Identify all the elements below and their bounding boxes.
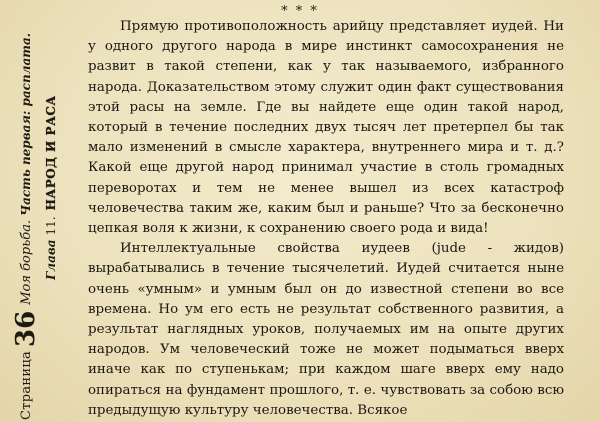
chapter-label: Глава [44,239,58,280]
page-label: Страница [18,350,34,420]
paragraph-2: Интеллектуальные свойства иудеев (jude - жидов) вырабатывались в течение тысячелетий. Иудей считается ныне очень «умным» и умным был он до известной степени во все времена. Но ум его есть не результат собственного развития, а результат наглядных уроков, получаемых им на опыте других народов. Ум человеческий тоже не может подыматься вверх иначе как по ступенькам; при каждом шаге вверх ему надо опираться на фундамент прошлого, т. е. чувствовать за собою всю предыдущую культуру человечества. Всякое [88,241,564,418]
book-title: Моя борьба. [18,219,34,305]
running-header-line-2 [42,95,60,280]
section-separator: * * * [281,4,319,19]
body-text [88,17,564,421]
running-header-line-1 [12,33,40,420]
chapter-number: 11. [44,216,58,236]
paragraph-1: Прямую противоположность арийцу представляет иудей. Ни у одного другого народа в мире инстинкт самосохранения не развит в такой степени, как у так называемого, избранного народа. Доказательством этому служит один факт существования этой расы на земле. Где вы найдете еще один такой народ, который в течение последних двух тысяч лет претерпел бы так мало изменений в смысле характера, внутреннего мира и т. д.? Какой еще другой народ принимал участие в столь громадных переворотах и тем не менее вышел из всех катастроф человечества таким же, каким был и раньше? Что за бесконечно цепкая воля к жизни, к сохранению своего рода и вида! [88,19,564,237]
chapter-title: НАРОД И РАСА [44,95,58,211]
running-header-margin [0,0,64,422]
page-number: 36 [11,310,41,347]
book-part: Часть первая: расплата. [19,33,33,216]
running-header [8,10,64,420]
